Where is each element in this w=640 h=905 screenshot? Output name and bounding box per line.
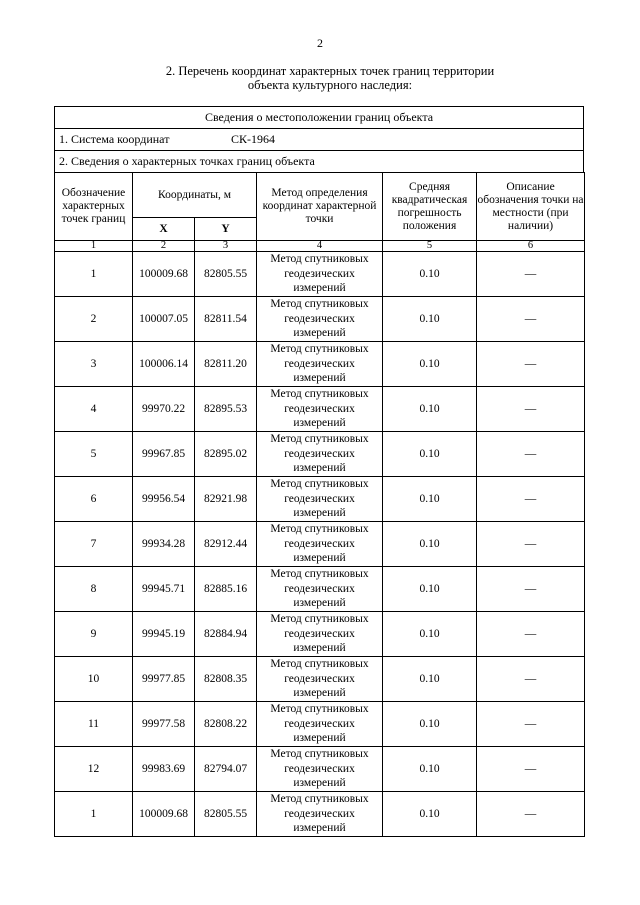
- description-cell: —: [477, 702, 585, 747]
- x-coordinate-cell: 100009.68: [133, 792, 195, 837]
- table-row: [55, 477, 585, 522]
- point-number-cell: 7: [55, 522, 133, 567]
- error-cell: 0.10: [383, 657, 477, 702]
- column-numbers-row: [55, 241, 585, 252]
- y-coordinate-cell: 82921.98: [195, 477, 257, 522]
- y-coordinate-cell: 82794.07: [195, 747, 257, 792]
- x-coordinate-cell: 99970.22: [133, 387, 195, 432]
- method-cell: Метод спутниковых геодезических измерений: [257, 297, 383, 342]
- column-number: 3: [195, 241, 257, 252]
- description-cell: —: [477, 342, 585, 387]
- x-coordinate-cell: 100009.68: [133, 252, 195, 297]
- table-header-row: [55, 173, 585, 218]
- x-coordinate-cell: 99983.69: [133, 747, 195, 792]
- point-number-cell: 3: [55, 342, 133, 387]
- section-title: Сведения о местоположении границ объекта: [54, 106, 584, 128]
- table-row: [55, 792, 585, 837]
- error-cell: 0.10: [383, 522, 477, 567]
- point-number-cell: 8: [55, 567, 133, 612]
- x-coordinate-cell: 100007.05: [133, 297, 195, 342]
- method-cell: Метод спутниковых геодезических измерений: [257, 702, 383, 747]
- boundary-table-frame: [54, 106, 584, 837]
- table-row: [55, 702, 585, 747]
- description-cell: —: [477, 612, 585, 657]
- column-number: 1: [55, 241, 133, 252]
- column-number: 4: [257, 241, 383, 252]
- y-coordinate-cell: 82808.22: [195, 702, 257, 747]
- heading-line-1: 2. Перечень координат характерных точек границ территории: [165, 64, 495, 78]
- description-cell: —: [477, 252, 585, 297]
- y-coordinate-cell: 82895.02: [195, 432, 257, 477]
- method-cell: Метод спутниковых геодезических измерений: [257, 657, 383, 702]
- table-row: [55, 612, 585, 657]
- description-cell: —: [477, 477, 585, 522]
- col-header-y: Y: [195, 218, 257, 241]
- method-cell: Метод спутниковых геодезических измерений: [257, 252, 383, 297]
- col-header-method: Метод определения координат характерной точки: [257, 173, 383, 241]
- method-cell: Метод спутниковых геодезических измерений: [257, 612, 383, 657]
- table-row: [55, 297, 585, 342]
- table-row: [55, 252, 585, 297]
- point-number-cell: 4: [55, 387, 133, 432]
- error-cell: 0.10: [383, 567, 477, 612]
- page-number: 2: [317, 36, 323, 50]
- table-row: [55, 522, 585, 567]
- method-cell: Метод спутниковых геодезических измерений: [257, 387, 383, 432]
- error-cell: 0.10: [383, 387, 477, 432]
- point-number-cell: 11: [55, 702, 133, 747]
- table-row: [55, 657, 585, 702]
- method-cell: Метод спутниковых геодезических измерений: [257, 747, 383, 792]
- column-number: 6: [477, 241, 585, 252]
- col-header-error: Средняя квадратическая погрешность положения: [383, 173, 477, 241]
- column-number: 5: [383, 241, 477, 252]
- table-row: [55, 387, 585, 432]
- point-number-cell: 10: [55, 657, 133, 702]
- col-header-coords: Координаты, м: [133, 173, 257, 218]
- error-cell: 0.10: [383, 342, 477, 387]
- coord-system-label: 1. Система координат: [59, 132, 170, 146]
- y-coordinate-cell: 82805.55: [195, 252, 257, 297]
- heading-line-2: объекта культурного наследия:: [247, 78, 413, 92]
- point-number-cell: 5: [55, 432, 133, 477]
- point-number-cell: 2: [55, 297, 133, 342]
- y-coordinate-cell: 82808.35: [195, 657, 257, 702]
- error-cell: 0.10: [383, 747, 477, 792]
- coord-system-value: СК-1964: [231, 132, 276, 146]
- description-cell: —: [477, 747, 585, 792]
- description-cell: —: [477, 387, 585, 432]
- point-number-cell: 1: [55, 252, 133, 297]
- document-heading: [100, 64, 560, 92]
- x-coordinate-cell: 99934.28: [133, 522, 195, 567]
- method-cell: Метод спутниковых геодезических измерений: [257, 432, 383, 477]
- points-table: [54, 172, 585, 837]
- error-cell: 0.10: [383, 612, 477, 657]
- description-cell: —: [477, 567, 585, 612]
- x-coordinate-cell: 100006.14: [133, 342, 195, 387]
- col-header-designation: Обозначение характерных точек границ: [55, 173, 133, 241]
- x-coordinate-cell: 99977.85: [133, 657, 195, 702]
- x-coordinate-cell: 99956.54: [133, 477, 195, 522]
- y-coordinate-cell: 82884.94: [195, 612, 257, 657]
- error-cell: 0.10: [383, 792, 477, 837]
- coord-system-row: [54, 128, 584, 150]
- method-cell: Метод спутниковых геодезических измерений: [257, 567, 383, 612]
- table-body: [55, 252, 585, 837]
- x-coordinate-cell: 99977.58: [133, 702, 195, 747]
- y-coordinate-cell: 82895.53: [195, 387, 257, 432]
- method-cell: Метод спутниковых геодезических измерений: [257, 477, 383, 522]
- column-number: 2: [133, 241, 195, 252]
- y-coordinate-cell: 82811.20: [195, 342, 257, 387]
- error-cell: 0.10: [383, 432, 477, 477]
- x-coordinate-cell: 99967.85: [133, 432, 195, 477]
- point-number-cell: 12: [55, 747, 133, 792]
- error-cell: 0.10: [383, 252, 477, 297]
- error-cell: 0.10: [383, 702, 477, 747]
- y-coordinate-cell: 82912.44: [195, 522, 257, 567]
- table-row: [55, 342, 585, 387]
- col-header-description: Описание обозначения точки на местности (при наличии): [477, 173, 585, 241]
- method-cell: Метод спутниковых геодезических измерений: [257, 342, 383, 387]
- table-row: [55, 432, 585, 477]
- error-cell: 0.10: [383, 297, 477, 342]
- point-number-cell: 9: [55, 612, 133, 657]
- x-coordinate-cell: 99945.71: [133, 567, 195, 612]
- table-row: [55, 567, 585, 612]
- col-header-x: X: [133, 218, 195, 241]
- table-row: [55, 747, 585, 792]
- y-coordinate-cell: 82811.54: [195, 297, 257, 342]
- method-cell: Метод спутниковых геодезических измерений: [257, 792, 383, 837]
- point-number-cell: 6: [55, 477, 133, 522]
- description-cell: —: [477, 792, 585, 837]
- y-coordinate-cell: 82805.55: [195, 792, 257, 837]
- y-coordinate-cell: 82885.16: [195, 567, 257, 612]
- points-section-title: 2. Сведения о характерных точках границ объекта: [54, 150, 584, 172]
- point-number-cell: 1: [55, 792, 133, 837]
- x-coordinate-cell: 99945.19: [133, 612, 195, 657]
- description-cell: —: [477, 657, 585, 702]
- error-cell: 0.10: [383, 477, 477, 522]
- description-cell: —: [477, 522, 585, 567]
- method-cell: Метод спутниковых геодезических измерений: [257, 522, 383, 567]
- description-cell: —: [477, 297, 585, 342]
- description-cell: —: [477, 432, 585, 477]
